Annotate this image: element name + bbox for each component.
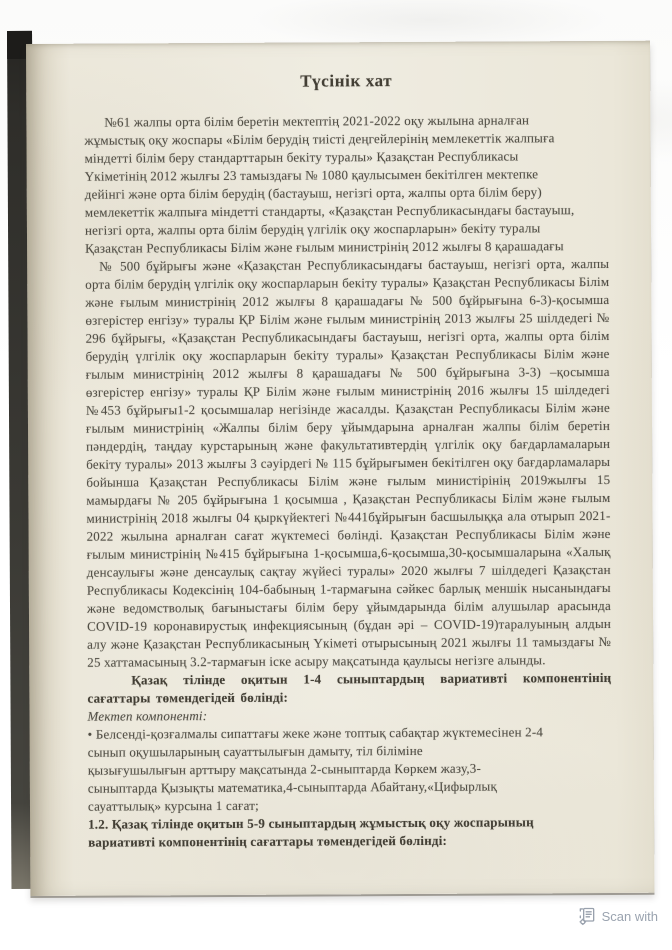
scan-app-icon (577, 906, 597, 926)
document-page (26, 41, 654, 896)
heading-grades-5-9: 1.2. Қазақ тілінде оқитын 5-9 сыныптардың жұмыстық оқу жоспарының вариативті компонентінің сағаттары төмендегідей бөлінді: (88, 814, 534, 850)
scan-watermark-label: Scan with (601, 908, 658, 924)
document-title: Түсінік хат (300, 71, 393, 91)
heading-grades-1-4: Қазақ тілінде оқитын 1-4 сыныптардың вариативті компонентінің сағаттары төмендегідей бөлінді: (87, 669, 612, 706)
school-component-label: Мектеп компоненті: (87, 708, 208, 724)
scan-watermark (577, 906, 658, 926)
paragraph-intro: №61 жалпы орта білім беретін мектептің 2021-2022 оқу жылына арналған жұмыстық оқу жоспары «Білім берудің тиісті деңгейлерінің мемлекеттік жалпыға міндетті білім беру стандарттарын бекіту туралы» Қазақстан Республикасы Үкіметінің 2012 жылғы 23 тамыздағы № 1080 қаулысымен бекітілген мектепке дейінгі және орта білім берудің (бастауыш, негізгі орта, жалпы орта білім беру) мемлекеттік жалпыға міндетті стандарты, «Қазақстан Республикасындағы бастауыш, негізгі орта, жалпы орта білім берудің үлгілік оқу жоспарларын» бекіту туралы Қазақстан Республикасы Білім және ғылым министрінің 2012 жылғы 8 қарашадағы (84, 112, 575, 256)
paragraph-orders: № 500 бұйрығы және «Қазақстан Республикасындағы бастауыш, негізгі орта, жалпы орта білім берудің үлгілік оқу жоспарларын бекіту туралы» Қазақстан Республикасы Білім және ғылым министрінің 2012 жылғы 8 қарашадағы № 500 бұйрығына 6-3)-қосымша өзгерістер енгізу» туралы ҚР Білім және ғылым министрінің 2013 жылғы 25 шілдедегі № 296 бұйрығы, «Қазақстан Республикасындағы бастауыш, негізгі орта, жалпы орта білім берудің үлгілік оқу жоспарларын бекіту туралы» Қазақстан Республикасы Білім және ғылым министрінің 2012 жылғы 8 қарашадағы № 500 бұйрығына 3-3) –қосымша өзгерістер енгізу» туралы ҚР Білім және ғылым министрінің 2016 жылғы 15 шілдедегі №453 бұйрығы1-2 қосымшалар негізінде жасалды. Қазақстан Республикасы Білім және ғылым министрінің «Жалпы білім беру ұйымдарына арналған жалпы білім беретін пәндердің, таңдау курстарының және факультативтердің үлгілік оқу бағдарламаларын бекіту туралы» 2013 жылғы 3 сәуірдегі № 115 бұйрығымен бекітілген оқу бағдарламалары бойынша Қазақстан Республикасы Білім және ғылым министірінің 2019жылғы 15 мамырдағы № 205 бұйрығына 1 қосымша , Қазақстан Республикасы Білім және ғылым министрінің 2018 жылғы 04 қыркүйектегі №441бұйрығын басшылыққа ала отырып 2021-2022 жылына арналған сағат жүктемесі бөлінді. Қазақстан Республикасы Білім және ғылым министрінің №415 бұйрығына 1-қосымша,6-қосымша,30-қосымшаларына «Халық денсаулығы және денсаулық сақтау жүйесі туралы» 2020 жылғы 7 шілдедегі Қазақстан Республикасы Кодексінің 104-бабының 1-тармағына сәйкес барлық меншік нысанындағы және ведомстволық бағыныстағы білім беру ұйымдарында білім алушылар арасында COVID-19 коронавирустық инфекциясының (бұдан әрі – COVID-19)таралуының алдын алу және Қазақстан Республикасының Үкіметі отырысының 2021 жылғы 11 тамыздағы № 25 хаттамасының 3.2-тармағын іске асыру мақсатында қаулысы негізге алынды. (85, 255, 612, 670)
bullet-item: • Белсенді-қозғалмалы сипаттағы жеке және топтық сабақтар жүктемесінен 2-4 сынып оқушыларының сауаттылығын дамыту, тіл біліміне қызығушылығын арттыру мақсатында 2-сыныптарда Көркем жазу,3- сыныптарда Қызықты математика,4-сыныптарда Абайтану,«Цифырлық сауаттылық» курсына 1 сағат; (87, 724, 544, 814)
